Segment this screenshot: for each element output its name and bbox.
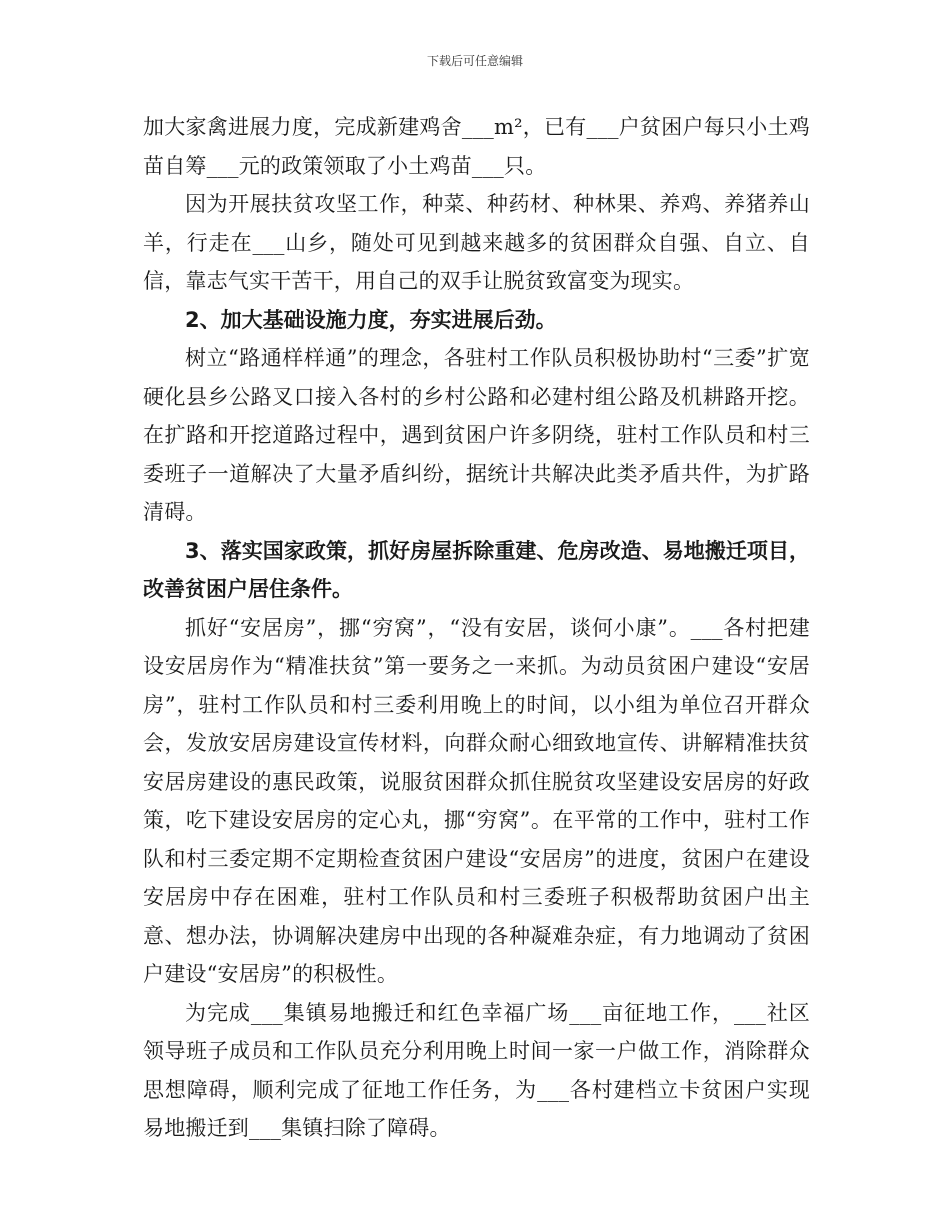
paragraph-poultry: 加大家禽进展力度，完成新建鸡舍___m²，已有___户贫困户每只小土鸡苗自筹___元的政策领取了小土鸡苗___只。 — [143, 115, 810, 178]
paragraph-poverty-work: 因为开展扶贫攻坚工作，种菜、种药材、种林果、养鸡、养猪养山羊，行走在___山乡，随处可见到越来越多的贫困群众自强、自立、自信，靠志气实干苦干，用自己的双手让脱贫致富变为现实。 — [143, 192, 810, 293]
page-header: 下载后可任意编辑 — [426, 54, 523, 68]
paragraph-roads: 树立“路通样样通”的理念，各驻村工作队员积极协助村“三委”扩宽硬化县乡公路叉口接入各村的乡村公路和必建村组公路及机耕路开挖。在扩路和开挖道路过程中，遇到贫困户许多阴绕，驻村工作队员和村三委班子一道解决了大量矛盾纠纷，据统计共解决此类矛盾共件，为扩路清碍。 — [143, 346, 810, 524]
document-body — [143, 108, 810, 1148]
paragraph-relocation: 为完成___集镇易地搬迁和红色幸福广场___亩征地工作，___社区领导班子成员和工作队员充分利用晚上时间一家一户做工作，消除群众思想障碍，顺利完成了征地工作任务，为___各村建档立卡贫困户实现易地搬迁到___集镇扫除了障碍。 — [143, 1000, 810, 1140]
section-heading-housing: 3、落实国家政策，抓好房屋拆除重建、危房改造、易地搬迁项目，改善贫困户居住条件。 — [143, 538, 810, 601]
paragraph-housing: 抓好“安居房”，挪“穷窝”，“没有安居，谈何小康”。___各村把建设安居房作为“精准扶贫”第一要务之一来抓。为动员贫困户建设“安居房”，驻村工作队员和村三委利用晚上的时间，以小组为单位召开群众会，发放安居房建设宣传材料，向群众耐心细致地宣传、讲解精准扶贫安居房建设的惠民政策，说服贫困群众抓住脱贫攻坚建设安居房的好政策，吃下建设安居房的定心丸，挪“穷窝”。在平常的工作中，驻村工作队和村三委定期不定期检查贫困户建设“安居房”的进度，贫困户在建设安居房中存在困难，驻村工作队员和村三委班子积极帮助贫困户出主意、想办法，协调解决建房中出现的各种凝难杂症，有力地调动了贫困户建设“安居房”的积极性。 — [143, 615, 810, 986]
section-heading-infrastructure: 2、加大基础设施力度，夯实进展后劲。 — [185, 307, 557, 332]
